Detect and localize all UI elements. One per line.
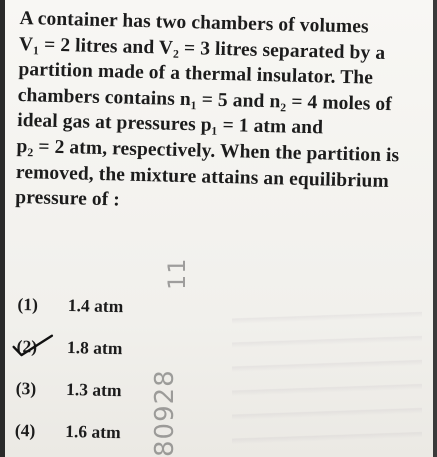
option-text: 1.6 atm	[65, 421, 121, 443]
option-3[interactable]	[15, 367, 122, 411]
option-text: 1.4 atm	[67, 295, 124, 317]
question-line: partition made of a thermal insulator. The	[18, 59, 374, 89]
option-number: (3)	[15, 377, 37, 399]
photo-edge-right	[433, 0, 437, 457]
option-2[interactable]	[16, 325, 123, 369]
handwritten-tick-icon	[10, 333, 55, 360]
watermark-lower: 80928	[150, 369, 180, 457]
option-number: (2)	[16, 335, 38, 357]
option-text: 1.8 atm	[66, 337, 123, 359]
question-line: ideal gas at pressures p₁ = 1 atm and	[16, 110, 324, 139]
question-line: V₁ = 2 litres and V₂ = 3 litres separated by a	[18, 33, 386, 64]
watermark-upper: 11	[163, 257, 191, 290]
question-line: A container has two chambers of volumes	[19, 7, 369, 38]
photo-edge-left	[0, 0, 5, 457]
question-line: p₂ = 2 atm, respectively. When the partition is	[16, 135, 400, 167]
option-number: (1)	[17, 293, 39, 315]
question-line: removed, the mixture attains an equilibrium	[15, 161, 390, 192]
question-line: pressure of :	[15, 187, 121, 211]
option-1[interactable]	[17, 283, 124, 327]
option-4[interactable]	[14, 409, 121, 453]
answer-options	[14, 283, 123, 453]
question-line: chambers contains n₁ = 5 and n₂ = 4 moles of	[17, 84, 393, 115]
option-number: (4)	[14, 419, 36, 441]
bleed-through-text	[232, 300, 422, 450]
question-text	[15, 6, 424, 221]
option-text: 1.3 atm	[65, 379, 122, 401]
